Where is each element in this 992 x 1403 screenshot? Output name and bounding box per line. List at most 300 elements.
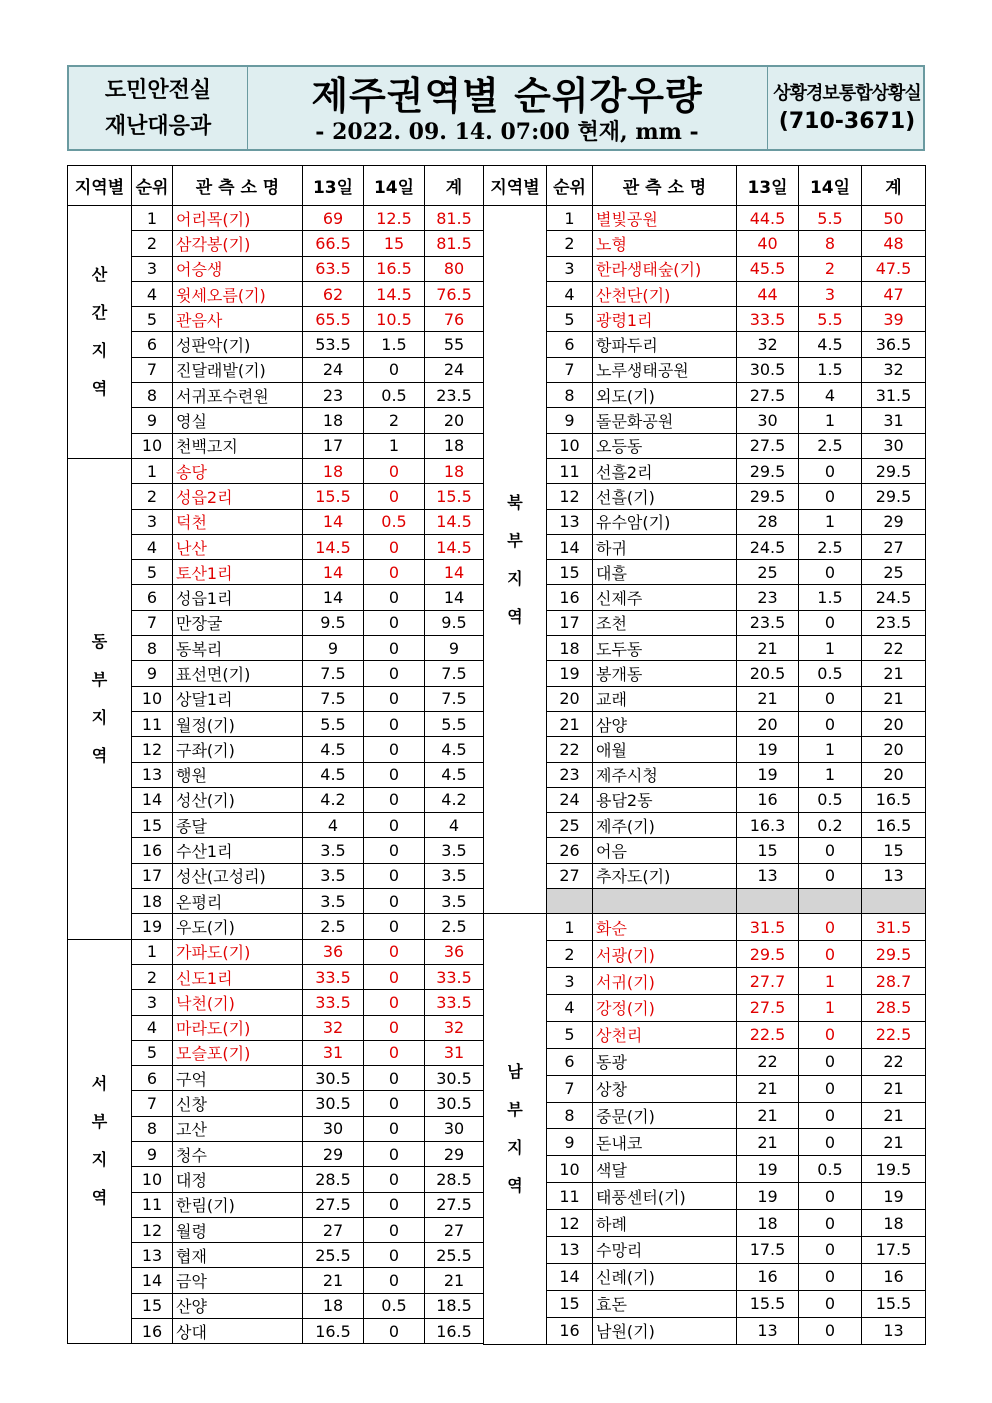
day13-value: 44.5 [737, 206, 799, 231]
rank-cell: 17 [132, 863, 173, 888]
day14-value: 0 [364, 762, 425, 787]
station-name: 청수 [173, 1141, 303, 1166]
rank-cell: 19 [132, 914, 173, 939]
rank-cell: 1 [132, 939, 173, 964]
day14-value: 0 [799, 1129, 862, 1156]
rank-cell: 2 [132, 484, 173, 509]
table-row [484, 509, 926, 534]
total-value: 14 [425, 560, 484, 585]
day13-value: 15 [737, 838, 799, 863]
total-value: 19 [862, 1183, 926, 1210]
day13-value: 13 [737, 1317, 799, 1344]
day13-value: 23 [737, 585, 799, 610]
table-row [484, 484, 926, 509]
table-row [484, 941, 926, 968]
day14-value: 0 [364, 737, 425, 762]
day13-value: 13 [737, 863, 799, 888]
total-value: 20 [425, 408, 484, 433]
day14-value: 0 [364, 1217, 425, 1242]
station-name: 애월 [593, 737, 737, 762]
day14-value: 0 [364, 964, 425, 989]
station-name: 성읍1리 [173, 585, 303, 610]
table-row [484, 1183, 926, 1210]
right-header-row [484, 166, 926, 206]
day13-value: 21 [303, 1268, 364, 1293]
region-label: 산 간 지 역 [68, 206, 132, 459]
station-name: 어음 [593, 838, 737, 863]
col-day13: 13일 [737, 166, 799, 206]
station-name: 선흘2리 [593, 458, 737, 483]
total-value: 22.5 [862, 1021, 926, 1048]
total-value: 50 [862, 206, 926, 231]
total-value: 21 [862, 1129, 926, 1156]
station-name: 용담2동 [593, 787, 737, 812]
day14-value: 0 [799, 838, 862, 863]
day14-value: 0 [799, 1183, 862, 1210]
total-value: 21 [862, 661, 926, 686]
total-value: 19.5 [862, 1156, 926, 1183]
day13-value: 44 [737, 281, 799, 306]
station-name: 수산1리 [173, 838, 303, 863]
total-value: 15 [862, 838, 926, 863]
rank-cell: 9 [547, 408, 593, 433]
rank-cell: 15 [132, 813, 173, 838]
day13-value: 7.5 [303, 686, 364, 711]
day13-value: 36 [303, 939, 364, 964]
day14-value: 0 [364, 1040, 425, 1065]
table-row [484, 1290, 926, 1317]
table-row [484, 1210, 926, 1237]
rank-cell: 13 [547, 1237, 593, 1264]
total-value: 3.5 [425, 838, 484, 863]
day14-value: 4.5 [799, 332, 862, 357]
day14-value: 1 [799, 737, 862, 762]
day14-value: 0 [364, 914, 425, 939]
station-name: 성판악(기) [173, 332, 303, 357]
day13-value: 9.5 [303, 610, 364, 635]
rank-cell: 13 [132, 1243, 173, 1268]
table-row [484, 332, 926, 357]
day13-value: 27.5 [303, 1192, 364, 1217]
table-row [68, 939, 484, 964]
rank-cell: 27 [547, 863, 593, 888]
station-name: 한라생태숲(기) [593, 256, 737, 281]
total-value: 48 [862, 231, 926, 256]
day13-value: 31 [303, 1040, 364, 1065]
table-row [484, 1317, 926, 1344]
day14-value: 0 [799, 484, 862, 509]
day13-value: 31.5 [737, 914, 799, 941]
day14-value: 0 [364, 1243, 425, 1268]
rank-cell: 16 [547, 585, 593, 610]
station-name: 어승생 [173, 256, 303, 281]
rank-cell: 15 [132, 1293, 173, 1318]
table-row [484, 994, 926, 1021]
left-header-row [68, 166, 484, 206]
day14-value: 16.5 [364, 256, 425, 281]
station-name: 노루생태공원 [593, 357, 737, 382]
day14-value: 10.5 [364, 307, 425, 332]
rank-cell: 17 [547, 610, 593, 635]
station-name: 한림(기) [173, 1192, 303, 1217]
day13-value: 15.5 [303, 484, 364, 509]
rank-cell: 10 [132, 1167, 173, 1192]
total-value: 30 [862, 433, 926, 458]
station-name: 제주시청 [593, 762, 737, 787]
total-value: 27.5 [425, 1192, 484, 1217]
day13-value: 33.5 [303, 990, 364, 1015]
station-name: 고산 [173, 1116, 303, 1141]
day13-value: 27.5 [737, 433, 799, 458]
station-name: 광령1리 [593, 307, 737, 332]
day13-value: 28.5 [303, 1167, 364, 1192]
rank-cell: 10 [547, 433, 593, 458]
station-name: 조천 [593, 610, 737, 635]
rank-cell: 10 [132, 433, 173, 458]
blank-row [484, 889, 926, 914]
station-name: 낙천(기) [173, 990, 303, 1015]
col-day13: 13일 [303, 166, 364, 206]
total-value: 4.2 [425, 787, 484, 812]
total-value: 14.5 [425, 534, 484, 559]
total-value: 3.5 [425, 889, 484, 914]
station-name: 성산(고성리) [173, 863, 303, 888]
day14-value: 0 [364, 1116, 425, 1141]
report-header [67, 65, 925, 151]
rank-cell: 5 [132, 560, 173, 585]
rank-cell: 2 [132, 231, 173, 256]
day14-value: 0 [364, 636, 425, 661]
rank-cell: 14 [132, 1268, 173, 1293]
rank-cell: 19 [547, 661, 593, 686]
rank-cell: 7 [547, 1075, 593, 1102]
total-value: 33.5 [425, 990, 484, 1015]
day14-value: 4 [799, 383, 862, 408]
day13-value: 3.5 [303, 889, 364, 914]
rank-cell: 16 [132, 1319, 173, 1344]
total-value: 29.5 [862, 458, 926, 483]
station-name: 도두동 [593, 636, 737, 661]
total-value: 9.5 [425, 610, 484, 635]
day14-value: 15 [364, 231, 425, 256]
total-value: 24 [425, 357, 484, 382]
day14-value: 0 [364, 1091, 425, 1116]
day14-value: 0 [364, 484, 425, 509]
day14-value: 3 [799, 281, 862, 306]
total-value: 18 [425, 458, 484, 483]
day14-value: 0 [799, 863, 862, 888]
rank-cell: 11 [132, 711, 173, 736]
table-row [484, 1156, 926, 1183]
total-value: 25.5 [425, 1243, 484, 1268]
station-name: 동광 [593, 1048, 737, 1075]
day13-value: 25.5 [303, 1243, 364, 1268]
rank-cell: 4 [132, 1015, 173, 1040]
rank-cell: 1 [132, 206, 173, 231]
day14-value: 1.5 [364, 332, 425, 357]
total-value: 7.5 [425, 661, 484, 686]
total-value: 36.5 [862, 332, 926, 357]
office-box [767, 67, 926, 149]
day13-value: 18 [303, 458, 364, 483]
station-name: 강정(기) [593, 994, 737, 1021]
day14-value: 0 [799, 1290, 862, 1317]
table-row [484, 1102, 926, 1129]
rank-cell: 6 [547, 332, 593, 357]
day13-value: 3.5 [303, 863, 364, 888]
day13-value: 21 [737, 1102, 799, 1129]
day13-value: 19 [737, 1183, 799, 1210]
day14-value: 0 [364, 458, 425, 483]
total-value: 76 [425, 307, 484, 332]
station-name: 서귀(기) [593, 968, 737, 995]
day14-value: 0 [364, 357, 425, 382]
total-value: 80 [425, 256, 484, 281]
department-name: 도민안전실 [104, 78, 212, 103]
day13-value: 25 [737, 560, 799, 585]
table-row [484, 433, 926, 458]
day14-value: 0.5 [364, 383, 425, 408]
total-value: 27 [425, 1217, 484, 1242]
total-value: 81.5 [425, 231, 484, 256]
total-value: 28.5 [425, 1167, 484, 1192]
total-value: 29.5 [862, 484, 926, 509]
day14-value: 0 [364, 1319, 425, 1344]
day13-value: 2.5 [303, 914, 364, 939]
rank-cell: 7 [132, 610, 173, 635]
day14-value: 0 [799, 1102, 862, 1129]
rank-cell: 18 [547, 636, 593, 661]
day14-value: 0 [364, 1066, 425, 1091]
day13-value: 21 [737, 686, 799, 711]
day14-value: 0.2 [799, 813, 862, 838]
table-row [484, 968, 926, 995]
day14-value: 0 [799, 1075, 862, 1102]
total-value: 20 [862, 711, 926, 736]
rank-cell: 13 [132, 762, 173, 787]
day13-value: 14 [303, 585, 364, 610]
rank-cell: 3 [547, 968, 593, 995]
page-subtitle: - 2022. 09. 14. 07:00 현재, mm - [315, 119, 699, 145]
col-total: 계 [425, 166, 484, 206]
station-name: 마라도(기) [173, 1015, 303, 1040]
rank-cell: 3 [132, 509, 173, 534]
day13-value: 4 [303, 813, 364, 838]
table-row [484, 585, 926, 610]
division-name: 재난대응과 [104, 114, 212, 139]
table-row [484, 1263, 926, 1290]
day14-value: 2.5 [799, 534, 862, 559]
table-row [484, 787, 926, 812]
rank-cell: 13 [547, 509, 593, 534]
day13-value: 24 [303, 357, 364, 382]
total-value: 31.5 [862, 914, 926, 941]
day14-value: 0 [364, 990, 425, 1015]
station-name: 제주(기) [593, 813, 737, 838]
day14-value: 8 [799, 231, 862, 256]
rank-cell: 4 [132, 534, 173, 559]
day14-value: 0 [799, 1210, 862, 1237]
total-value: 32 [862, 357, 926, 382]
total-value: 15.5 [862, 1290, 926, 1317]
day14-value: 0 [364, 889, 425, 914]
day13-value: 16.5 [303, 1319, 364, 1344]
day14-value: 5.5 [799, 307, 862, 332]
day13-value: 19 [737, 737, 799, 762]
total-value: 27 [862, 534, 926, 559]
day13-value: 30.5 [303, 1091, 364, 1116]
rank-cell: 1 [547, 206, 593, 231]
day14-value: 0 [799, 941, 862, 968]
day14-value: 0 [799, 1263, 862, 1290]
station-name: 영실 [173, 408, 303, 433]
day13-value: 29 [303, 1141, 364, 1166]
total-value: 4.5 [425, 762, 484, 787]
day14-value: 0 [799, 610, 862, 635]
total-value: 16 [862, 1263, 926, 1290]
station-name: 관음사 [173, 307, 303, 332]
day14-value: 0 [364, 1167, 425, 1192]
total-value: 28.5 [862, 994, 926, 1021]
blank-cell [862, 889, 926, 914]
day13-value: 63.5 [303, 256, 364, 281]
total-value: 25 [862, 560, 926, 585]
table-row [484, 383, 926, 408]
day13-value: 14.5 [303, 534, 364, 559]
day14-value: 1.5 [799, 357, 862, 382]
rank-cell: 6 [132, 332, 173, 357]
region-label: 서 부 지 역 [68, 939, 132, 1344]
day13-value: 15.5 [737, 1290, 799, 1317]
total-value: 33.5 [425, 964, 484, 989]
station-name: 윗세오름(기) [173, 281, 303, 306]
total-value: 20 [862, 762, 926, 787]
total-value: 5.5 [425, 711, 484, 736]
rank-cell: 1 [547, 914, 593, 941]
col-region: 지역별 [68, 166, 132, 206]
station-name: 태풍센터(기) [593, 1183, 737, 1210]
station-name: 가파도(기) [173, 939, 303, 964]
day13-value: 45.5 [737, 256, 799, 281]
rank-cell: 12 [132, 737, 173, 762]
title-box [247, 67, 767, 149]
rank-cell: 11 [547, 458, 593, 483]
station-name: 신제주 [593, 585, 737, 610]
station-name: 교래 [593, 686, 737, 711]
station-name: 구좌(기) [173, 737, 303, 762]
total-value: 17.5 [862, 1237, 926, 1264]
day13-value: 62 [303, 281, 364, 306]
rank-cell: 5 [547, 307, 593, 332]
station-name: 금악 [173, 1268, 303, 1293]
total-value: 21 [862, 686, 926, 711]
day13-value: 66.5 [303, 231, 364, 256]
rank-cell: 4 [547, 994, 593, 1021]
region-label: 동 부 지 역 [68, 458, 132, 939]
day14-value: 0.5 [799, 787, 862, 812]
table-row [484, 281, 926, 306]
col-rank: 순위 [547, 166, 593, 206]
station-name: 신례(기) [593, 1263, 737, 1290]
col-day14: 14일 [799, 166, 862, 206]
total-value: 21 [425, 1268, 484, 1293]
table-row [484, 458, 926, 483]
region-label: 남 부 지 역 [484, 914, 547, 1344]
total-value: 23.5 [425, 383, 484, 408]
table-row [484, 534, 926, 559]
col-rank: 순위 [132, 166, 173, 206]
total-value: 47 [862, 281, 926, 306]
station-name: 어리목(기) [173, 206, 303, 231]
day14-value: 0 [364, 711, 425, 736]
table-row [484, 914, 926, 941]
day14-value: 0 [364, 610, 425, 635]
total-value: 22 [862, 636, 926, 661]
day13-value: 4.5 [303, 762, 364, 787]
rank-cell: 16 [547, 1317, 593, 1344]
department-box [69, 67, 248, 149]
day14-value: 0 [799, 1048, 862, 1075]
total-value: 39 [862, 307, 926, 332]
rank-cell: 3 [132, 256, 173, 281]
col-region: 지역별 [484, 166, 547, 206]
station-name: 산양 [173, 1293, 303, 1318]
day13-value: 19 [737, 762, 799, 787]
rank-cell: 20 [547, 686, 593, 711]
day14-value: 1 [799, 636, 862, 661]
rank-cell: 9 [132, 661, 173, 686]
day13-value: 33.5 [737, 307, 799, 332]
station-name: 서귀포수련원 [173, 383, 303, 408]
total-value: 30 [425, 1116, 484, 1141]
station-name: 진달래밭(기) [173, 357, 303, 382]
day14-value: 0 [799, 1237, 862, 1264]
station-name: 종달 [173, 813, 303, 838]
day13-value: 20.5 [737, 661, 799, 686]
rank-cell: 18 [132, 889, 173, 914]
day14-value: 0 [364, 534, 425, 559]
station-name: 외도(기) [593, 383, 737, 408]
day13-value: 21 [737, 1075, 799, 1102]
day14-value: 12.5 [364, 206, 425, 231]
total-value: 14.5 [425, 509, 484, 534]
day14-value: 0 [799, 711, 862, 736]
blank-cell [737, 889, 799, 914]
day14-value: 0 [364, 585, 425, 610]
station-name: 색달 [593, 1156, 737, 1183]
col-total: 계 [862, 166, 926, 206]
day13-value: 21 [737, 636, 799, 661]
total-value: 21 [862, 1102, 926, 1129]
left-rainfall-table [67, 165, 484, 1344]
day13-value: 5.5 [303, 711, 364, 736]
total-value: 14 [425, 585, 484, 610]
station-name: 산천단(기) [593, 281, 737, 306]
table-row [484, 762, 926, 787]
station-name: 상대 [173, 1319, 303, 1344]
day14-value: 2 [799, 256, 862, 281]
day14-value: 0 [364, 939, 425, 964]
day14-value: 0 [364, 560, 425, 585]
day14-value: 0 [364, 1141, 425, 1166]
table-row [484, 636, 926, 661]
total-value: 4 [425, 813, 484, 838]
total-value: 30.5 [425, 1066, 484, 1091]
day13-value: 7.5 [303, 661, 364, 686]
day13-value: 27.7 [737, 968, 799, 995]
total-value: 3.5 [425, 863, 484, 888]
station-name: 구억 [173, 1066, 303, 1091]
